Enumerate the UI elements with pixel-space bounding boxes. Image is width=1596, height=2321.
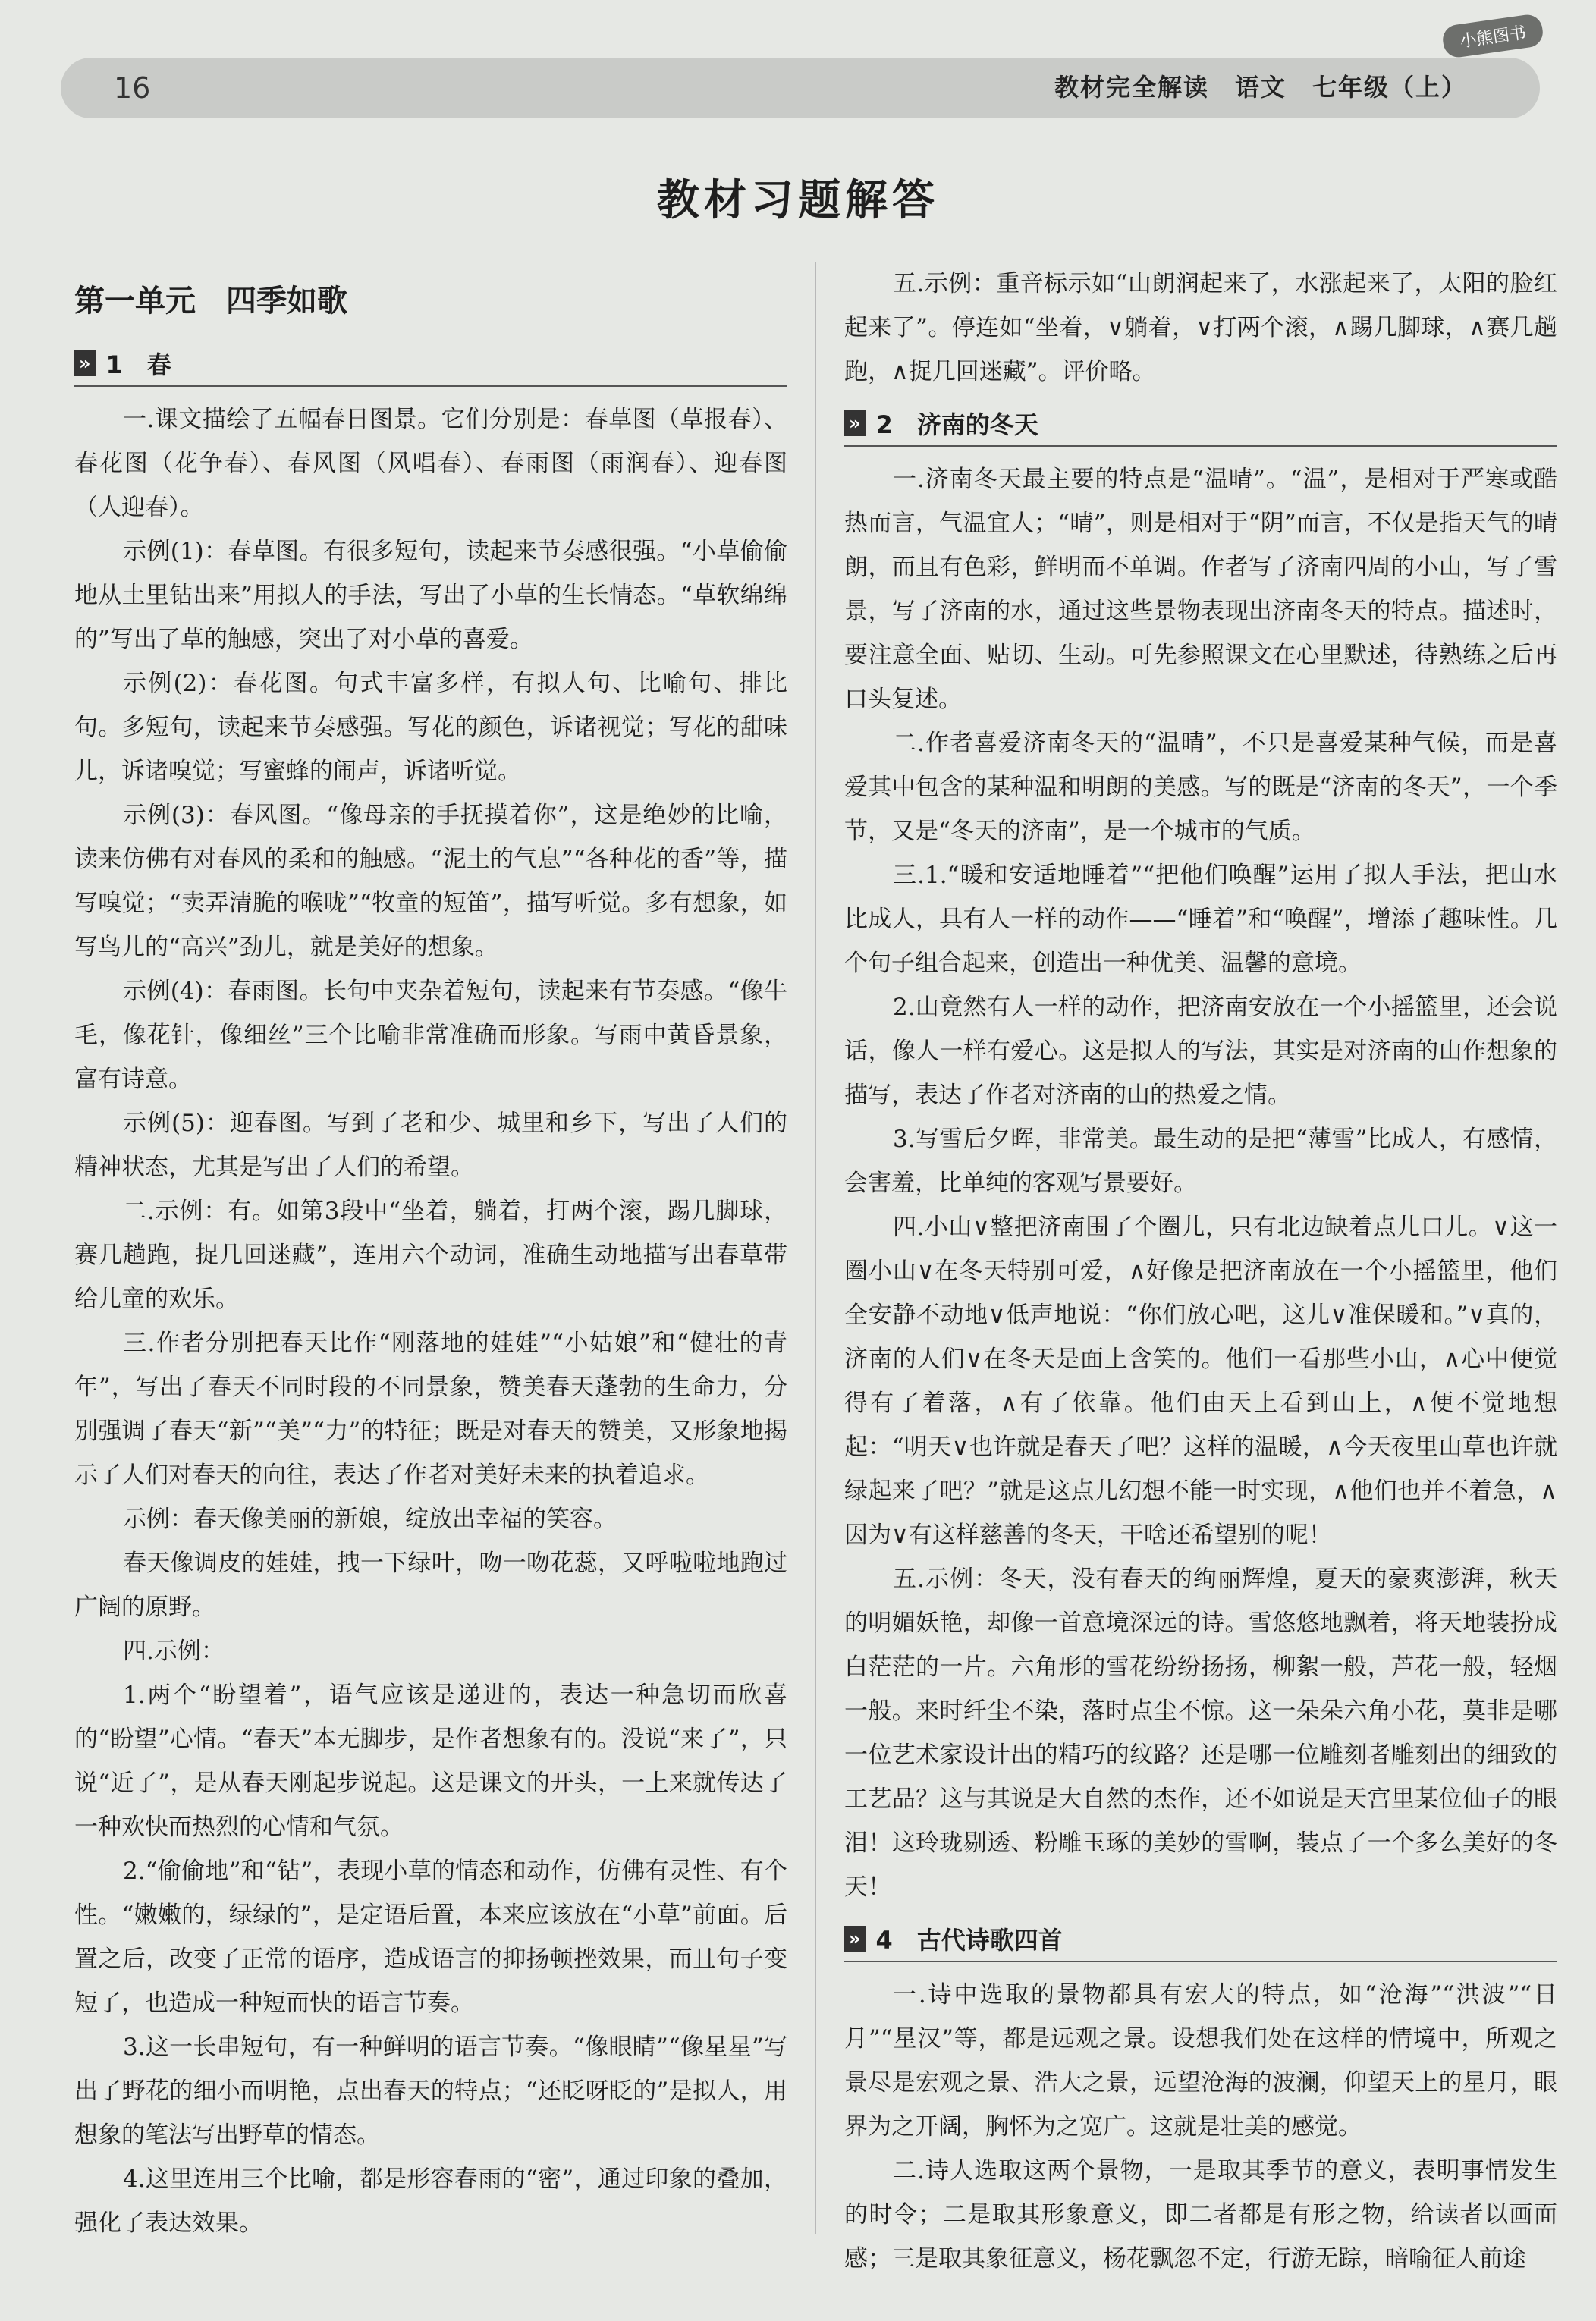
answer-paragraph: 四.小山∨整把济南围了个圈儿，只有北边缺着点儿口儿。∨这一圈小山∨在冬天特别可爱，∧好像是把济南放在一个小摇篮里，他们全安静不动地∨低声地说：“你们放心吧，这儿∨准保暖和。”∨真的，济南的人们∨在冬天是面上含笑的。他们一看那些小山，∧心中便觉得有了着落，∧有了依靠。他们由天上看到山上，∧便不觉地想起：“明天∨也许就是春天了吧？这样的温暖，∧今天夜里山草也许就绿起来了吧？”就是这点儿幻想不能一时实现，∧他们也并不着急，∧因为∨有这样慈善的冬天，干啥还希望别的呢！ — [844, 1214, 1557, 1549]
answer-paragraph: 一.诗中选取的景物都具有宏大的特点，如“沧海”“洪波”“日月”“星汉”等，都是远观之景。设想我们处在这样的情境中，所观之景尽是宏观之景、浩大之景，远望沧海的波澜，仰望天上的星月，眼界为之开阔，胸怀为之宽广。这就是壮美的感觉。 — [844, 1981, 1557, 2140]
page-number: 16 — [114, 71, 151, 105]
answer-paragraph: 三.1.“暖和安适地睡着”“把他们唤醒”运用了拟人手法，把山水比成人，具有人一样的动作——“睡着”和“唤醒”，增添了趣味性。几个句子组合起来，创造出一种优美、温馨的意境。 — [844, 862, 1557, 977]
brand-badge: 小熊图书 — [1441, 13, 1545, 59]
chevron-icon: » — [844, 410, 866, 436]
lesson-title: 1 春 — [105, 350, 171, 379]
answer-paragraph: 二.诗人选取这两个景物，一是取其季节的意义，表明事情发生的时令；二是取其形象意义，即二者都是有形之物，给读者以画面感；三是取其象征意义，杨花飘忽不定，行游无踪，暗喻征人前途 — [844, 2157, 1557, 2272]
right-column — [844, 262, 1557, 2281]
answer-paragraph: 示例(2)：春花图。句式丰富多样，有拟人句、比喻句、排比句。多短句，读起来节奏感强。写花的颜色，诉诸视觉；写花的甜味儿，诉诸嗅觉；写蜜蜂的闹声，诉诸听觉。 — [74, 670, 787, 785]
answer-paragraph: 五.示例：重音标示如“山朗润起来了，水涨起来了，太阳的脸红起来了”。停连如“坐着，∨躺着，∨打两个滚，∧踢几脚球，∧赛几趟跑，∧捉几回迷藏”。评价略。 — [844, 270, 1557, 385]
page-title: 教材习题解答 — [657, 176, 939, 225]
answer-paragraph: 4.这里连用三个比喻，都是形容春雨的“密”，通过印象的叠加，强化了表达效果。 — [74, 2166, 787, 2237]
answer-paragraph: 3.这一长串短句，有一种鲜明的语言节奏。“像眼睛”“像星星”写出了野花的细小而明艳，点出春天的特点；“还眨呀眨的”是拟人，用想象的笔法写出野草的情态。 — [74, 2034, 787, 2149]
answer-paragraph: 春天像调皮的娃娃，拽一下绿叶，吻一吻花蕊，又呼啦啦地跑过广阔的原野。 — [74, 1550, 787, 1621]
answer-paragraph: 一.济南冬天最主要的特点是“温晴”。“温”，是相对于严寒或酷热而言，气温宜人；“晴”，则是相对于“阴”而言，不仅是指天气的晴朗，而且有色彩，鲜明而不单调。作者写了济南四周的小山，写了雪景，写了济南的水，通过这些景物表现出济南冬天的特点。描述时，要注意全面、贴切、生动。可先参照课文在心里默述，待熟练之后再口头复述。 — [844, 466, 1557, 713]
answer-paragraph: 五.示例：冬天，没有春天的绚丽辉煌，夏天的豪爽澎湃，秋天的明媚妖艳，却像一首意境深远的诗。雪悠悠地飘着，将天地装扮成白茫茫的一片。六角形的雪花纷纷扬扬，柳絮一般，芦花一般，轻烟一般。来时纤尘不染，落时点尘不惊。这一朵朵六角小花，莫非是哪一位艺术家设计出的精巧的纹路？还是哪一位雕刻者雕刻出的细致的工艺品？这与其说是大自然的杰作，还不如说是天宫里某位仙子的眼泪！这玲珑剔透、粉雕玉琢的美妙的雪啊，装点了一个多么美好的冬天！ — [844, 1566, 1557, 1901]
answer-paragraph: 二.示例：有。如第3段中“坐着，躺着，打两个滚，踢几脚球，赛几趟跑，捉几回迷藏”，连用六个动词，准确生动地描写出春草带给儿童的欢乐。 — [74, 1198, 787, 1313]
left-column — [74, 262, 787, 2245]
answer-paragraph: 三.作者分别把春天比作“刚落地的娃娃”“小姑娘”和“健壮的青年”，写出了春天不同时段的不同景象，赞美春天蓬勃的生命力，分别强调了春天“新”“美”“力”的特征；既是对春天的赞美，又形象地揭示了人们对春天的向往，表达了作者对美好未来的执着追求。 — [74, 1330, 787, 1489]
lesson-heading — [74, 346, 787, 387]
lesson-title: 2 济南的冬天 — [875, 410, 1038, 439]
answer-paragraph: 四.示例： — [123, 1638, 225, 1665]
unit-title: 第一单元 四季如歌 — [74, 284, 347, 319]
chevron-icon: » — [74, 350, 96, 376]
answer-paragraph: 示例(1)：春草图。有很多短句，读起来节奏感很强。“小草偷偷地从土里钻出来”用拟人的手法，写出了小草的生长情态。“草软绵绵的”写出了草的触感，突出了对小草的喜爱。 — [74, 538, 787, 653]
answer-paragraph: 示例：春天像美丽的新娘，绽放出幸福的笑容。 — [123, 1506, 617, 1533]
answer-paragraph: 示例(5)：迎春图。写到了老和少、城里和乡下，写出了人们的精神状态，尤其是写出了人们的希望。 — [74, 1110, 787, 1181]
answer-paragraph: 示例(4)：春雨图。长句中夹杂着短句，读起来有节奏感。“像牛毛，像花针，像细丝”三个比喻非常准确而形象。写雨中黄昏景象，富有诗意。 — [74, 978, 787, 1093]
chevron-icon: » — [844, 1926, 866, 1952]
book-title: 教材完全解读 语文 七年级（上） — [1054, 73, 1467, 102]
lesson-heading — [844, 1921, 1557, 1962]
lesson-title: 4 古代诗歌四首 — [875, 1926, 1063, 1955]
answer-paragraph: 示例(3)：春风图。“像母亲的手抚摸着你”，这是绝妙的比喻，读来仿佛有对春风的柔和的触感。“泥土的气息”“各种花的香”等，描写嗅觉；“卖弄清脆的喉咙”“牧童的短笛”，描写听觉。多有想象，如写鸟儿的“高兴”劲儿，就是美好的想象。 — [74, 802, 787, 961]
answer-paragraph: 2.山竟然有人一样的动作，把济南安放在一个小摇篮里，还会说话，像人一样有爱心。这是拟人的写法，其实是对济南的山作想象的描写，表达了作者对济南的山的热爱之情。 — [844, 994, 1557, 1109]
lesson-heading — [844, 406, 1557, 447]
answer-paragraph: 3.写雪后夕晖，非常美。最生动的是把“薄雪”比成人，有感情，会害羞，比单纯的客观写景要好。 — [844, 1126, 1557, 1197]
column-divider — [815, 262, 816, 2234]
answer-paragraph: 二.作者喜爱济南冬天的“温晴”，不只是喜爱某种气候，而是喜爱其中包含的某种温和明朗的美感。写的既是“济南的冬天”，一个季节，又是“冬天的济南”，是一个城市的气质。 — [844, 730, 1557, 845]
answer-paragraph: 1.两个“盼望着”，语气应该是递进的，表达一种急切而欣喜的“盼望”心情。“春天”本无脚步，是作者想象有的。没说“来了”，只说“近了”，是从春天刚起步说起。这是课文的开头，一上来就传达了一种欢快而热烈的心情和气氛。 — [74, 1682, 787, 1841]
answer-paragraph: 一.课文描绘了五幅春日图景。它们分别是：春草图（草报春）、春花图（花争春）、春风图（风唱春）、春雨图（雨润春）、迎春图（人迎春）。 — [74, 406, 787, 521]
answer-paragraph: 2.“偷偷地”和“钻”，表现小草的情态和动作，仿佛有灵性、有个性。“嫩嫩的，绿绿的”，是定语后置，本来应该放在“小草”前面。后置之后，改变了正常的语序，造成语言的抑扬顿挫效果，而且句子变短了，也造成一种短而快的语言节奏。 — [74, 1858, 787, 2017]
